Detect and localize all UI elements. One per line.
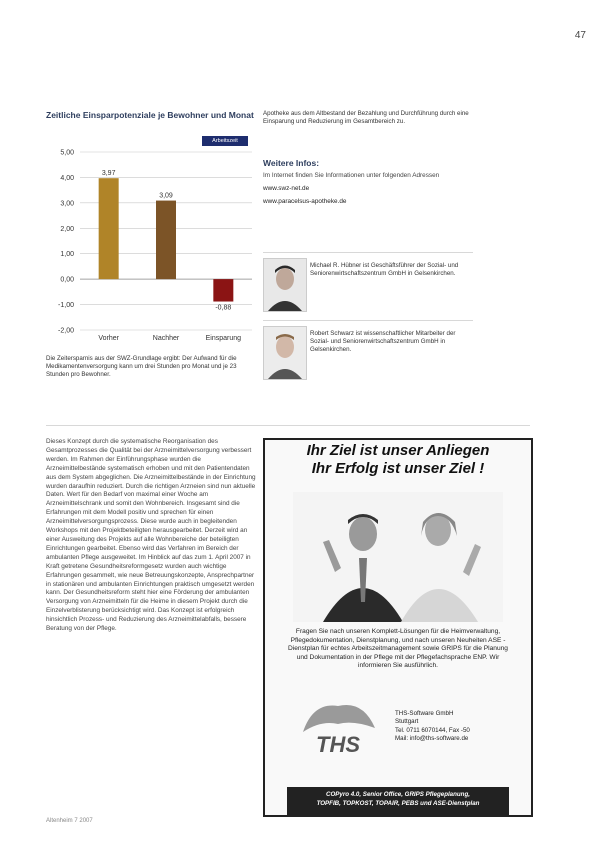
bar [156,201,176,280]
ad-products-2: TOPFIB, TOPKOST, TOPAIR, PEBS und ASE-Dienstplan [316,800,480,807]
author-bio-2: Robert Schwarz ist wissenschaftlicher Mitarbeiter der Sozial- und Seniorenwirtschaftszentrum GmbH in Gelsenkirchen. [310,330,456,354]
ad-contact [395,710,470,743]
ad-body-text: Fragen Sie nach unseren Komplett-Lösungen für die Heimverwaltung, Pflegedokumentation, Dienstplanung, und nach unseren Neuheiten ASE - Dienstplan für echtes Arbeitszeitmanagement sowie GRIPS für die Planung und Dokumentation in der Pflege mit der Pflegefachsprache ENP. Wir informieren Sie ausführlich. [288,628,508,670]
ad-company: THS-Software GmbH [395,710,454,717]
divider [263,252,473,253]
x-tick-label: Vorher [98,335,119,342]
ad-headline-2: Ihr Erfolg ist unser Ziel ! [311,460,485,477]
info-box [263,172,473,207]
x-tick-label: Nachher [152,335,180,342]
bar [213,279,233,301]
right-column-intro: Apotheke aus dem Altbestand der Bezahlung und Durchführung durch eine Einsparung und Reduzierung im Gesamtbereich zu. [263,110,469,126]
ad-headline [265,442,531,478]
ad-product-banner [287,787,509,816]
chart-title: Zeitliche Einsparpotenziale je Bewohner und Monat [46,110,254,120]
y-tick-label: -2,00 [58,327,74,335]
ad-city: Stuttgart [395,718,419,726]
author-bio-1: Michael R. Hübner ist Geschäftsführer der Sozial- und Seniorenwirtschaftszentrum GmbH in Gelsenkirchen. [310,262,459,278]
y-tick-label: 5,00 [60,149,74,157]
ths-logo-icon [293,694,383,764]
page-number: 47 [574,30,586,41]
y-tick-label: 3,00 [60,200,74,208]
article-body: Dieses Konzept durch die systematische Reorganisation des Gesamtprozesses die Qualität bei der Arzneimittelversorgung verbessert werden. Im Rahmen der Einführungsphase wurden die Arzneimittelbestände systematisch erhoben und mit den Patientendaten aus dem System abgeglichen. Die Arzneimittelbestände in der Einrichtung wurden daraufhin reduziert. Durch die richtigen Arzneien sind nun aktuelle Daten. Wert für den Bedarf von maximal einer Woche am Arzneimittelschrank und somit den Wohnbereich. Insgesamt sind die Erfahrungen mit dem Modell positiv und sprechen für einen Arzneimittelversorgungsprozess. Diese wurde auch in begleitenden Workshops mit den Projektbeteiligten herausgearbeitet. Derzeit wird an einer Ausweitung des Projekts auf alle Wohnbereiche der beteiligten Einrichtungen gearbeitet. Ebenso wird das Verfahren im Bereich der ambulanten Pflege ausgeweitet. Im Hinblick auf das zum 1. April 2007 in Kraft getretene Gesundheitsreformgesetz wurden auch wichtige Erfahrungen gesammelt, wie neue Betreuungskonzepte, Ansprechpartner in stationären und ambulanten Einrichtungen praktisch umgesetzt werden kann. Der Gesundheitsreform steht hier eine Förderung der ambulanten Versorgung von Arzneimitteln für die Heime in diesem Projekt durch die Einzelverblisterung berücksichtigt wird. Das Konzept ist erfolgreich hinsichtlich Prozess- und Reduzierung des Arzneimittelabfalls, bessere Beratung von der Pflege. [46,438,256,633]
ad-photo [293,492,503,622]
author-photo-1 [263,258,307,312]
divider [46,425,530,426]
advertisement [263,438,533,817]
bar-chart [38,140,258,352]
y-tick-label: 0,00 [60,276,74,284]
ad-headline-1: Ihr Ziel ist unser Anliegen [306,442,490,459]
link-swz[interactable]: www.swz-net.de [263,184,310,192]
divider [263,320,473,321]
y-tick-label: 2,00 [60,225,74,233]
ad-products-1: COPyro 4.0, Senior Office, GRIPS Pflegeplanung, [326,791,470,798]
chart-legend: Arbeitszeit [202,136,248,146]
footer: Altenheim 7 2007 [46,818,93,824]
y-tick-label: 4,00 [60,174,74,182]
x-tick-label: Einsparung [205,335,242,342]
bar-value-label: -0,88 [215,304,232,312]
bar-value-label: 3,97 [101,170,116,178]
info-heading: Weitere Infos: [263,158,320,168]
y-tick-label: 1,00 [60,251,74,259]
bar [99,178,119,279]
y-tick-label: -1,00 [58,302,74,310]
ad-phone: Tel. 0711 6070144, Fax -50 [395,726,470,734]
link-paracelsus[interactable]: www.paracelsus-apotheke.de [263,198,347,205]
author-photo-2 [263,326,307,380]
svg-text:THS: THS [316,732,360,757]
bar-value-label: 3,09 [159,192,173,200]
ad-email[interactable]: Mail: info@ths-software.de [395,734,469,742]
chart-caption: Die Zeitersparnis aus der SWZ-Grundlage ergibt: Der Aufwand für die Medikamentenversorgung kann um drei Stunden pro Monat und je 23 Stunden pro Bewohner. [46,355,237,379]
info-text: Im Internet finden Sie Informationen unter folgenden Adressen [263,172,440,179]
